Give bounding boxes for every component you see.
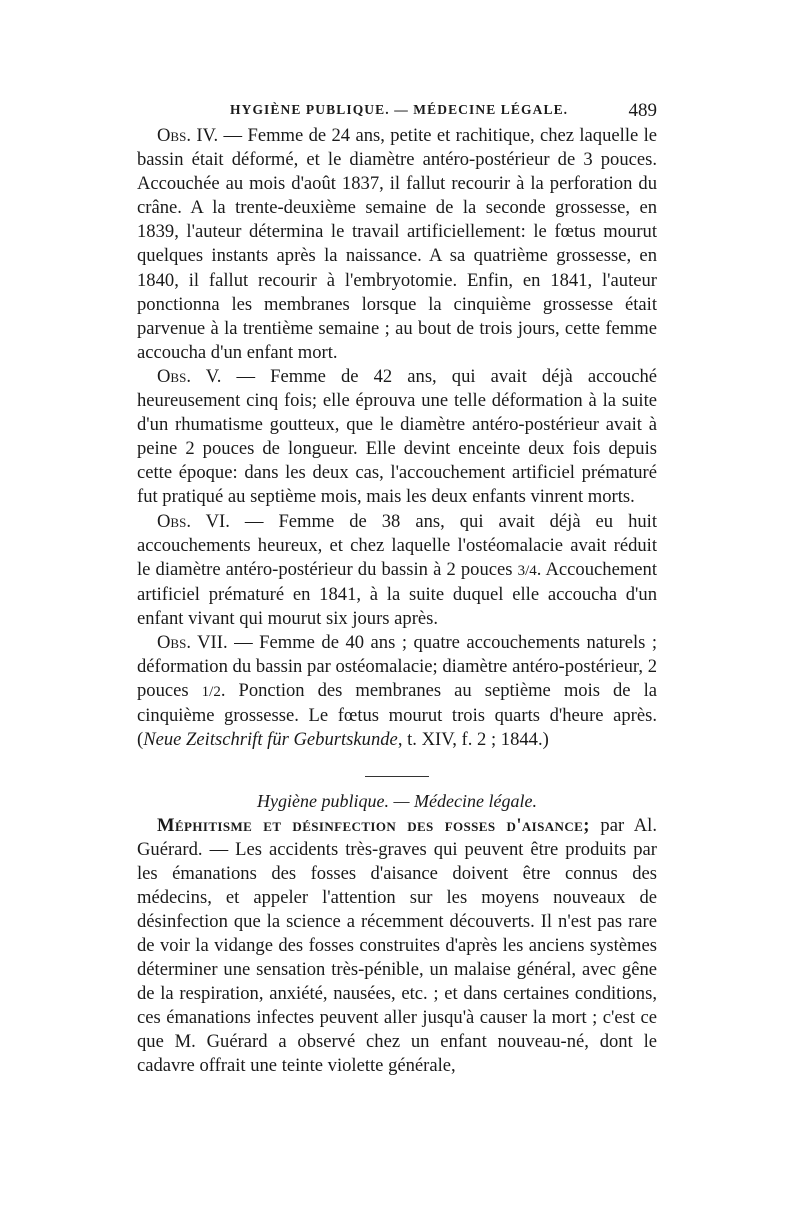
obs-text: — Femme de 42 ans, qui avait déjà accouché heureusement cinq fois; elle éprouva une telle déformation à la suite d'un rhumatisme goutteux, que le diamètre antéro-postérieur avait à peine 2 pouces de longueur. Elle devint enceinte deux fois depuis cette époque: dans les deux cas, l'accouchement artificiel prématuré fut pratiqué au septième mois, mais les deux enfants vinrent morts. (137, 365, 658, 508)
obs-label: Obs. IV. (157, 125, 219, 146)
page-header (137, 100, 657, 124)
page-number: 489 (628, 100, 657, 121)
article-paragraph (137, 814, 657, 1079)
fraction: 1/2 (201, 684, 221, 701)
obs-text: . Ponction des membranes au septième mois de la cinquième grossesse. Le fœtus mourut trois quarts d'heure après. (137, 680, 657, 727)
obs-text: — Femme de 38 ans, qui avait déjà eu huit accouchements heureux, et chez laquelle l'ostéomalacie avait réduit le diamètre antéro-postérieur du bassin à 2 pouces (137, 510, 658, 580)
obs-text: — Femme de 40 ans ; quatre accouchements naturels ; déformation du bassin par ostéomalacie; diamètre antéro-postérieur, 2 pouces (137, 631, 657, 702)
obs-text: . Accouchement artificiel prématuré en 1841, à la suite duquel elle accoucha d'un enfant vivant qui mourut six jours après. (137, 558, 658, 629)
observation-7 (137, 631, 657, 752)
article-title: Méphitisme et désinfection des fosses d'aisance; (157, 814, 590, 836)
observation-4 (137, 124, 657, 365)
section-heading: Hygiène publique. — Médecine légale. (257, 791, 537, 812)
obs-label: Obs. VII. (157, 631, 228, 653)
section-divider (365, 776, 429, 777)
citation-journal: Neue Zeitschrift für Geburtskunde (143, 729, 398, 751)
obs-label: Obs. V. (157, 365, 222, 387)
obs-text: — Femme de 24 ans, petite et rachitique, chez laquelle le bassin était déformé, et le diamètre antéro-postérieur de 3 pouces. Accouchée au mois d'août 1837, il fallut recourir à la perforation du crâne. A la trente-deuxième semaine de la seconde grossesse, en 1839, l'auteur détermina le travail artificiellement: le fœtus mourut quelques instants après la naissance. A sa quatrième grossesse, en 1840, il fallut recourir à l'embryotomie. Enfin, en 1841, l'auteur ponctionna les membranes lorsque la cinquième grossesse était parvenue à la trentième semaine ; au bout de trois jours, cette femme accoucha d'un enfant mort. (137, 125, 658, 363)
citation-rest: , t. XIV, f. 2 ; 1844.) (397, 729, 549, 751)
fraction: 3/4 (517, 562, 537, 579)
observation-6 (137, 510, 657, 631)
obs-label: Obs. VI. (157, 510, 230, 532)
article-text: — Les accidents très-graves qui peuvent être produits par les émanations des fosses d'aisance doivent être connus des médecins, et appeler l'attention sur les moyens nouveaux de désinfection que la science a récemment découverts. Il n'est pas rare de voir la vidange des fosses construites d'après les anciens systèmes déterminer une sensation très-pénible, un malaise général, avec gêne de la respiration, anxiété, nausées, etc. ; et dans certaines conditions, ces émanations infectes peuvent aller jusqu'à causer la mort ; c'est ce que M. Guérard a observé chez un enfant nouveau-né, dont le cadavre offrait une teinte violette générale, (137, 838, 657, 1077)
running-head: HYGIÈNE PUBLIQUE. — MÉDECINE LÉGALE. (230, 102, 569, 117)
citation-open: ( (137, 729, 144, 751)
article-byline: par Al. Guérard. (137, 814, 657, 860)
body-text (137, 124, 657, 1079)
observation-5 (137, 365, 657, 510)
